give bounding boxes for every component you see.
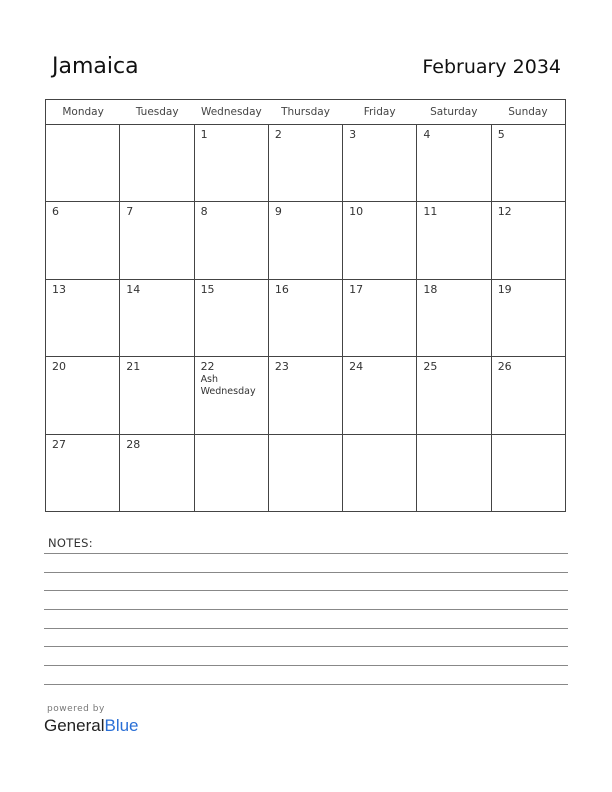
day-cell (120, 202, 194, 278)
week-row (46, 125, 565, 202)
day-cell (120, 357, 194, 433)
brand-blue: Blue (104, 716, 139, 735)
day-number: 12 (497, 205, 512, 219)
day-number: 4 (423, 128, 431, 141)
day-number: 16 (274, 282, 289, 296)
notes-line (44, 590, 568, 591)
day-number: 28 (126, 437, 141, 451)
day-cell (269, 435, 343, 512)
day-cell (46, 280, 120, 356)
day-cell (492, 125, 565, 201)
day-cell (492, 357, 565, 433)
notes-line (44, 572, 568, 573)
day-number: 24 (349, 360, 364, 374)
holiday-event: Ash Wednesday (200, 374, 256, 398)
weekday-label: Saturday (430, 106, 478, 118)
day-number: 8 (200, 205, 208, 219)
day-cell (46, 435, 120, 512)
day-number: 27 (52, 437, 66, 451)
generalblue-logo (44, 716, 139, 736)
notes-line (44, 646, 568, 647)
day-cell (46, 357, 120, 433)
day-number: 19 (497, 282, 512, 296)
day-cell (343, 125, 417, 201)
day-number: 22 (200, 360, 215, 374)
day-number: 15 (200, 282, 215, 296)
weekday-label: Monday (62, 106, 104, 118)
day-cell (492, 280, 565, 356)
weekday-label: Thursday (281, 106, 330, 118)
day-cell (269, 125, 343, 201)
day-number: 6 (52, 205, 59, 219)
weekday-header-row (46, 100, 565, 125)
day-number: 23 (274, 360, 289, 374)
day-cell (120, 435, 194, 512)
day-cell (269, 202, 343, 278)
week-row (46, 435, 565, 512)
day-number: 9 (274, 205, 282, 219)
day-cell (343, 435, 417, 512)
day-cell (417, 202, 491, 278)
day-number: 21 (126, 360, 141, 374)
month-year-title: February 2034 (422, 56, 561, 78)
day-number: 1 (200, 128, 208, 141)
day-cell (269, 357, 343, 433)
notes-line (44, 665, 568, 666)
day-cell (195, 280, 269, 356)
day-number: 11 (423, 205, 438, 219)
day-cell (269, 280, 343, 356)
day-cell (417, 357, 491, 433)
week-row (46, 202, 565, 279)
weekday-label: Sunday (508, 106, 548, 118)
day-number: 10 (349, 205, 364, 219)
day-cell (343, 202, 417, 278)
day-number: 20 (52, 360, 66, 374)
day-cell (492, 435, 565, 512)
day-cell (417, 435, 491, 512)
day-number: 13 (52, 282, 66, 296)
weekday-label: Friday (363, 106, 396, 118)
day-cell (195, 202, 269, 278)
day-number: 25 (423, 360, 438, 374)
day-number: 7 (126, 205, 134, 219)
country-title: Jamaica (52, 54, 139, 79)
day-cell (195, 125, 269, 201)
weekday-label: Wednesday (200, 106, 262, 118)
day-number: 2 (274, 128, 282, 141)
day-cell (492, 202, 565, 278)
day-number: 3 (349, 128, 357, 141)
day-number: 18 (423, 282, 438, 296)
day-cell (120, 125, 194, 201)
notes-line (44, 553, 568, 554)
week-row (46, 280, 565, 357)
day-cell (195, 357, 269, 433)
day-cell (46, 125, 120, 201)
powered-by-text: powered by (47, 704, 105, 714)
week-row (46, 357, 565, 434)
day-cell (46, 202, 120, 278)
notes-label: NOTES: (48, 536, 93, 550)
day-cell (343, 357, 417, 433)
day-number: 5 (497, 128, 505, 141)
calendar-grid (45, 99, 566, 512)
day-number: 17 (349, 282, 364, 296)
day-number: 26 (497, 360, 512, 374)
day-cell (417, 280, 491, 356)
day-number: 14 (126, 282, 141, 296)
notes-line (44, 628, 568, 629)
day-cell (195, 435, 269, 512)
day-cell (120, 280, 194, 356)
day-cell (417, 125, 491, 201)
brand-general: General (44, 716, 105, 735)
notes-line (44, 684, 568, 685)
day-cell (343, 280, 417, 356)
notes-line (44, 609, 568, 610)
weekday-label: Tuesday (135, 106, 179, 118)
